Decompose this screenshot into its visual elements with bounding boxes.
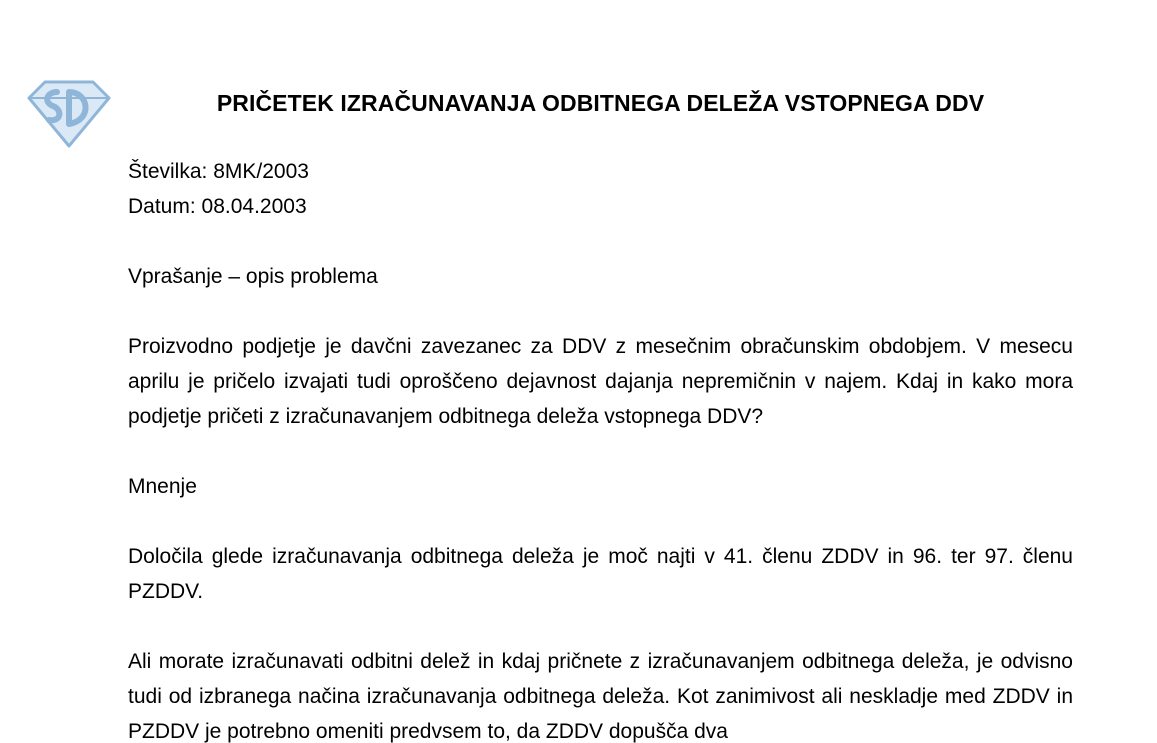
document-title: PRIČETEK IZRAČUNAVANJA ODBITNEGA DELEŽA VSTOPNEGA DDV [216, 90, 985, 116]
question-paragraph: Proizvodno podjetje je davčni zavezanec za DDV z mesečnim obračunskim obdobjem. V mesecu aprilu je pričelo izvajati tudi oproščeno dejavnost dajanja nepremičnin v najem. Kdaj in kako mora podjetje pričeti z izračunavanjem odbitnega deleža vstopnega DDV? [128, 335, 1073, 428]
diamond-logo-icon [27, 78, 111, 148]
question-heading: Vprašanje – opis problema [128, 265, 378, 288]
document-number: Številka: 8MK/2003 [128, 160, 309, 183]
document-date: Datum: 08.04.2003 [128, 195, 307, 218]
opinion-paragraph-1: Določila glede izračunavanja odbitnega deleža je moč najti v 41. členu ZDDV in 96. ter 97. členu PZDDV. [128, 545, 1073, 603]
opinion-paragraph-2: Ali morate izračunavati odbitni delež in kdaj pričnete z izračunavanjem odbitnega deleža, je odvisno tudi od izbranega načina izračunavanja odbitnega deleža. Kot zanimivost ali neskladje med ZDDV in PZDDV je potrebno omeniti predvsem to, da ZDDV dopušča dva [128, 650, 1073, 743]
opinion-heading: Mnenje [128, 475, 197, 498]
